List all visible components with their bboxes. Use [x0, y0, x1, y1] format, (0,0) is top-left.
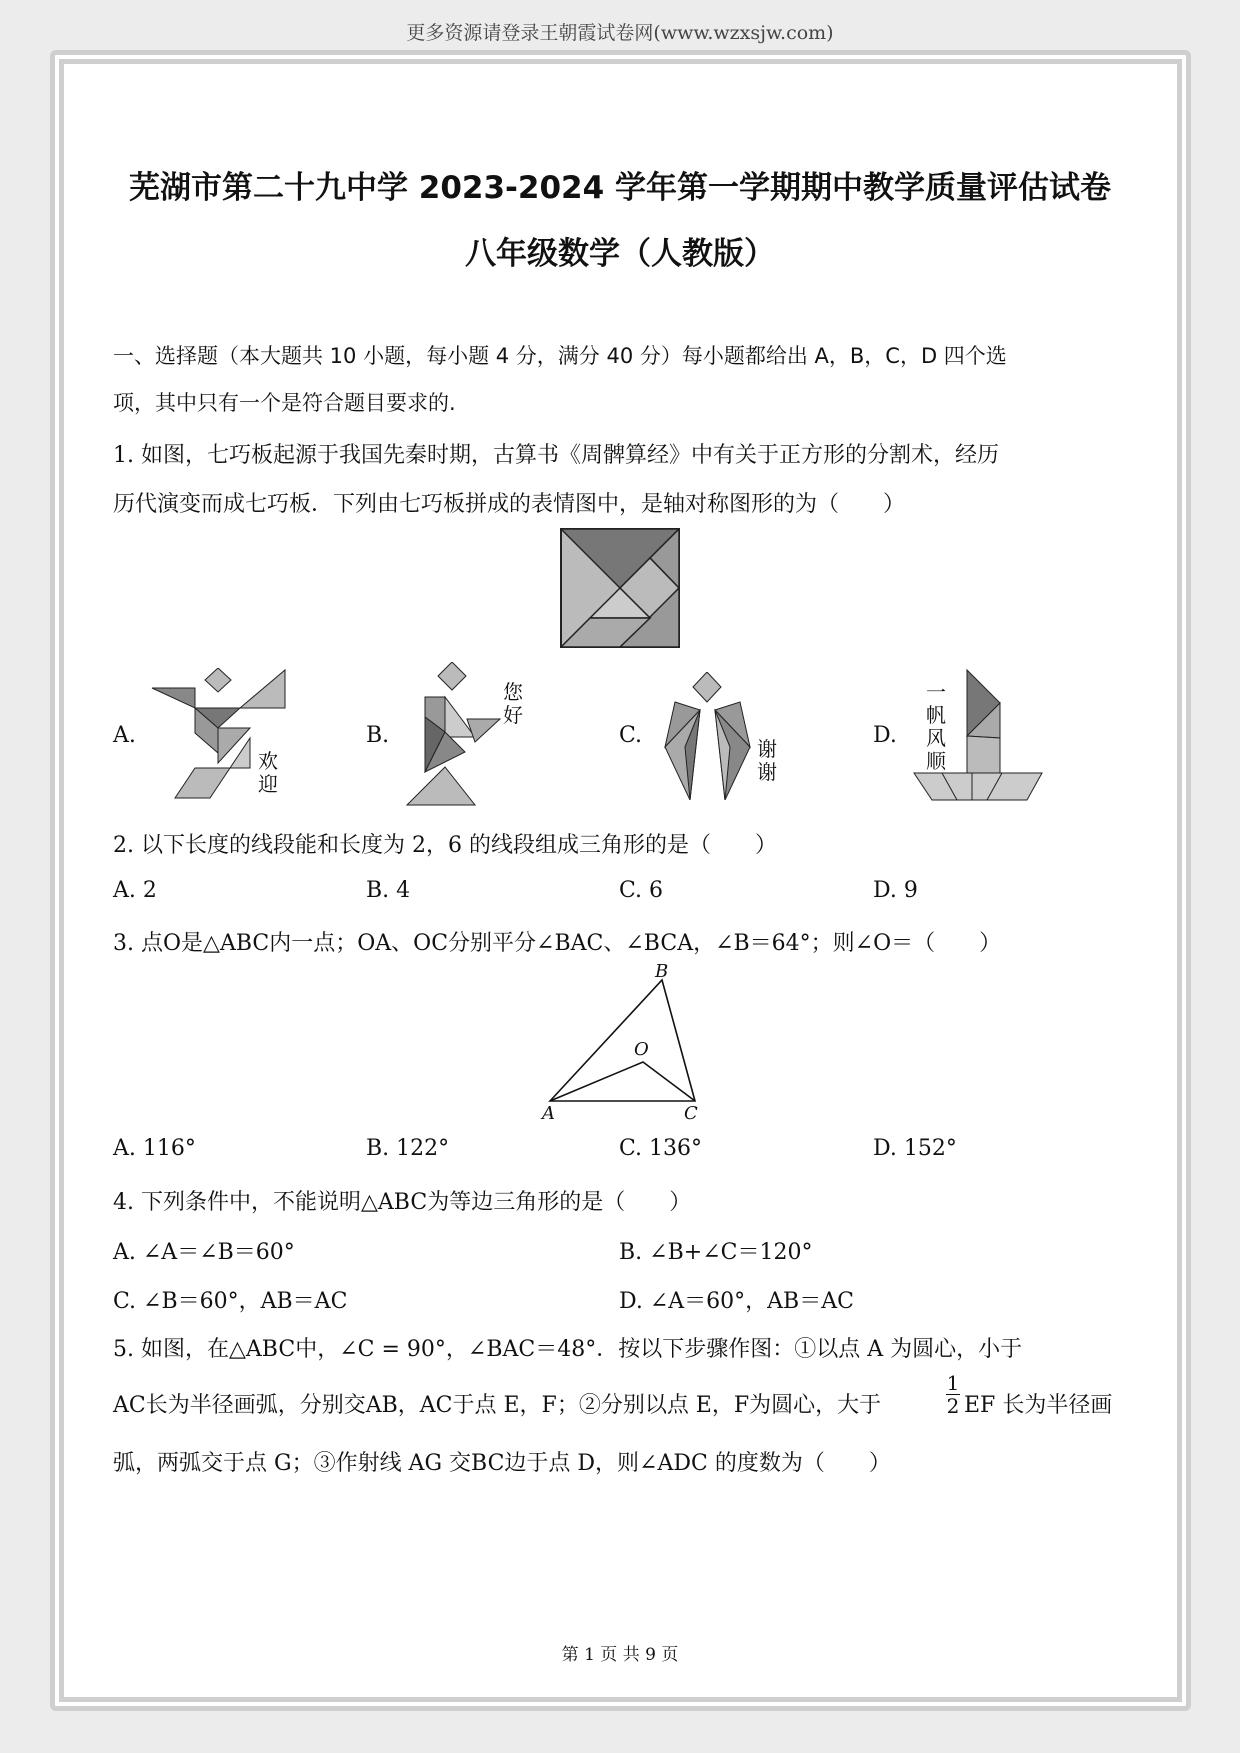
- q4-text: 4. 下列条件中，不能说明△ABC为等边三角形的是（ ）: [113, 1190, 692, 1215]
- q5-line2b: EF 长为半径画: [964, 1393, 1113, 1418]
- fig-d-text-1: 一: [926, 680, 946, 704]
- q1-line1: 1. 如图，七巧板起源于我国先秦时期，古算书《周髀算经》中有关于正方形的分割术，经历: [113, 443, 999, 468]
- q2-option-c: C. 6: [619, 878, 664, 903]
- tangram-square-figure: [560, 528, 680, 648]
- label-a: A: [542, 1103, 555, 1124]
- q3-text: 3. 点O是△ABC内一点；OA、OC分别平分∠BAC、∠BCA，∠B＝64°；则∠O＝（ ）: [113, 931, 1002, 956]
- q2-option-a: A. 2: [113, 878, 157, 903]
- q3-option-a: A. 116°: [113, 1136, 196, 1161]
- fraction-denominator: 2: [946, 1394, 960, 1418]
- q3-option-b: B. 122°: [366, 1136, 450, 1161]
- q2-option-b: B. 4: [366, 878, 411, 903]
- fig-c-text-1: 谢: [757, 737, 777, 761]
- page-title: 芜湖市第二十九中学 2023-2024 学年第一学期期中教学质量评估试卷: [128, 170, 1111, 206]
- fig-a-text-1: 欢: [258, 749, 278, 773]
- tangram-figure-d: [912, 668, 1044, 802]
- fig-a-text-2: 迎: [258, 772, 278, 796]
- q1-option-c: C.: [619, 723, 643, 748]
- q2-text: 2. 以下长度的线段能和长度为 2，6 的线段组成三角形的是（ ）: [113, 833, 777, 858]
- triangle-abc-figure: [540, 960, 710, 1120]
- q5-line3: 弧，两弧交于点 G；③作射线 AG 交BC边于点 D，则∠ADC 的度数为（ ）: [113, 1451, 891, 1476]
- q5-line1: 5. 如图，在△ABC中，∠C = 90°，∠BAC＝48°．按以下步骤作图：①以点 A 为圆心，小于: [113, 1337, 1023, 1362]
- label-o: O: [634, 1039, 649, 1060]
- fraction-one-half: [946, 1372, 960, 1417]
- label-b: B: [655, 961, 669, 982]
- fig-b-text-1: 您: [503, 680, 523, 704]
- fig-c-text-2: 谢: [757, 760, 777, 784]
- header-banner: 更多资源请登录王朝霞试卷网(www.wzxsjw.com): [406, 22, 834, 44]
- page-footer: 第 1 页 共 9 页: [561, 1645, 679, 1665]
- fig-b-text-2: 好: [503, 703, 523, 727]
- section-heading-line1: 一、选择题（本大题共 10 小题，每小题 4 分，满分 40 分）每小题都给出 A，B，C，D 四个选: [113, 344, 1007, 368]
- q5-line2a: AC长为半径画弧，分别交AB，AC于点 E，F；②分别以点 E，F为圆心，大于: [113, 1393, 882, 1418]
- section-heading-line2: 项，其中只有一个是符合题目要求的.: [113, 391, 456, 415]
- q4-option-b: B. ∠B+∠C＝120°: [619, 1240, 813, 1265]
- q1-line2: 历代演变而成七巧板．下列由七巧板拼成的表情图中，是轴对称图形的为（ ）: [113, 492, 906, 517]
- q2-option-d: D. 9: [873, 878, 918, 903]
- tangram-figure-c: [660, 672, 755, 800]
- q3-option-d: D. 152°: [873, 1136, 957, 1161]
- fig-d-text-3: 风: [926, 726, 946, 750]
- q1-option-b: B.: [366, 723, 390, 748]
- fig-d-text-2: 帆: [926, 703, 946, 727]
- q1-option-a: A.: [113, 723, 136, 748]
- tangram-figure-b: [405, 662, 505, 807]
- q1-option-d: D.: [873, 723, 897, 748]
- q4-option-d: D. ∠A＝60°，AB＝AC: [619, 1289, 854, 1314]
- fraction-numerator: 1: [946, 1371, 960, 1395]
- page-subtitle: 八年级数学（人教版）: [465, 236, 775, 272]
- label-c: C: [684, 1103, 698, 1124]
- q4-option-a: A. ∠A＝∠B＝60°: [113, 1240, 295, 1265]
- q4-option-c: C. ∠B＝60°，AB＝AC: [113, 1289, 348, 1314]
- q3-option-c: C. 136°: [619, 1136, 703, 1161]
- fig-d-text-4: 顺: [926, 749, 946, 773]
